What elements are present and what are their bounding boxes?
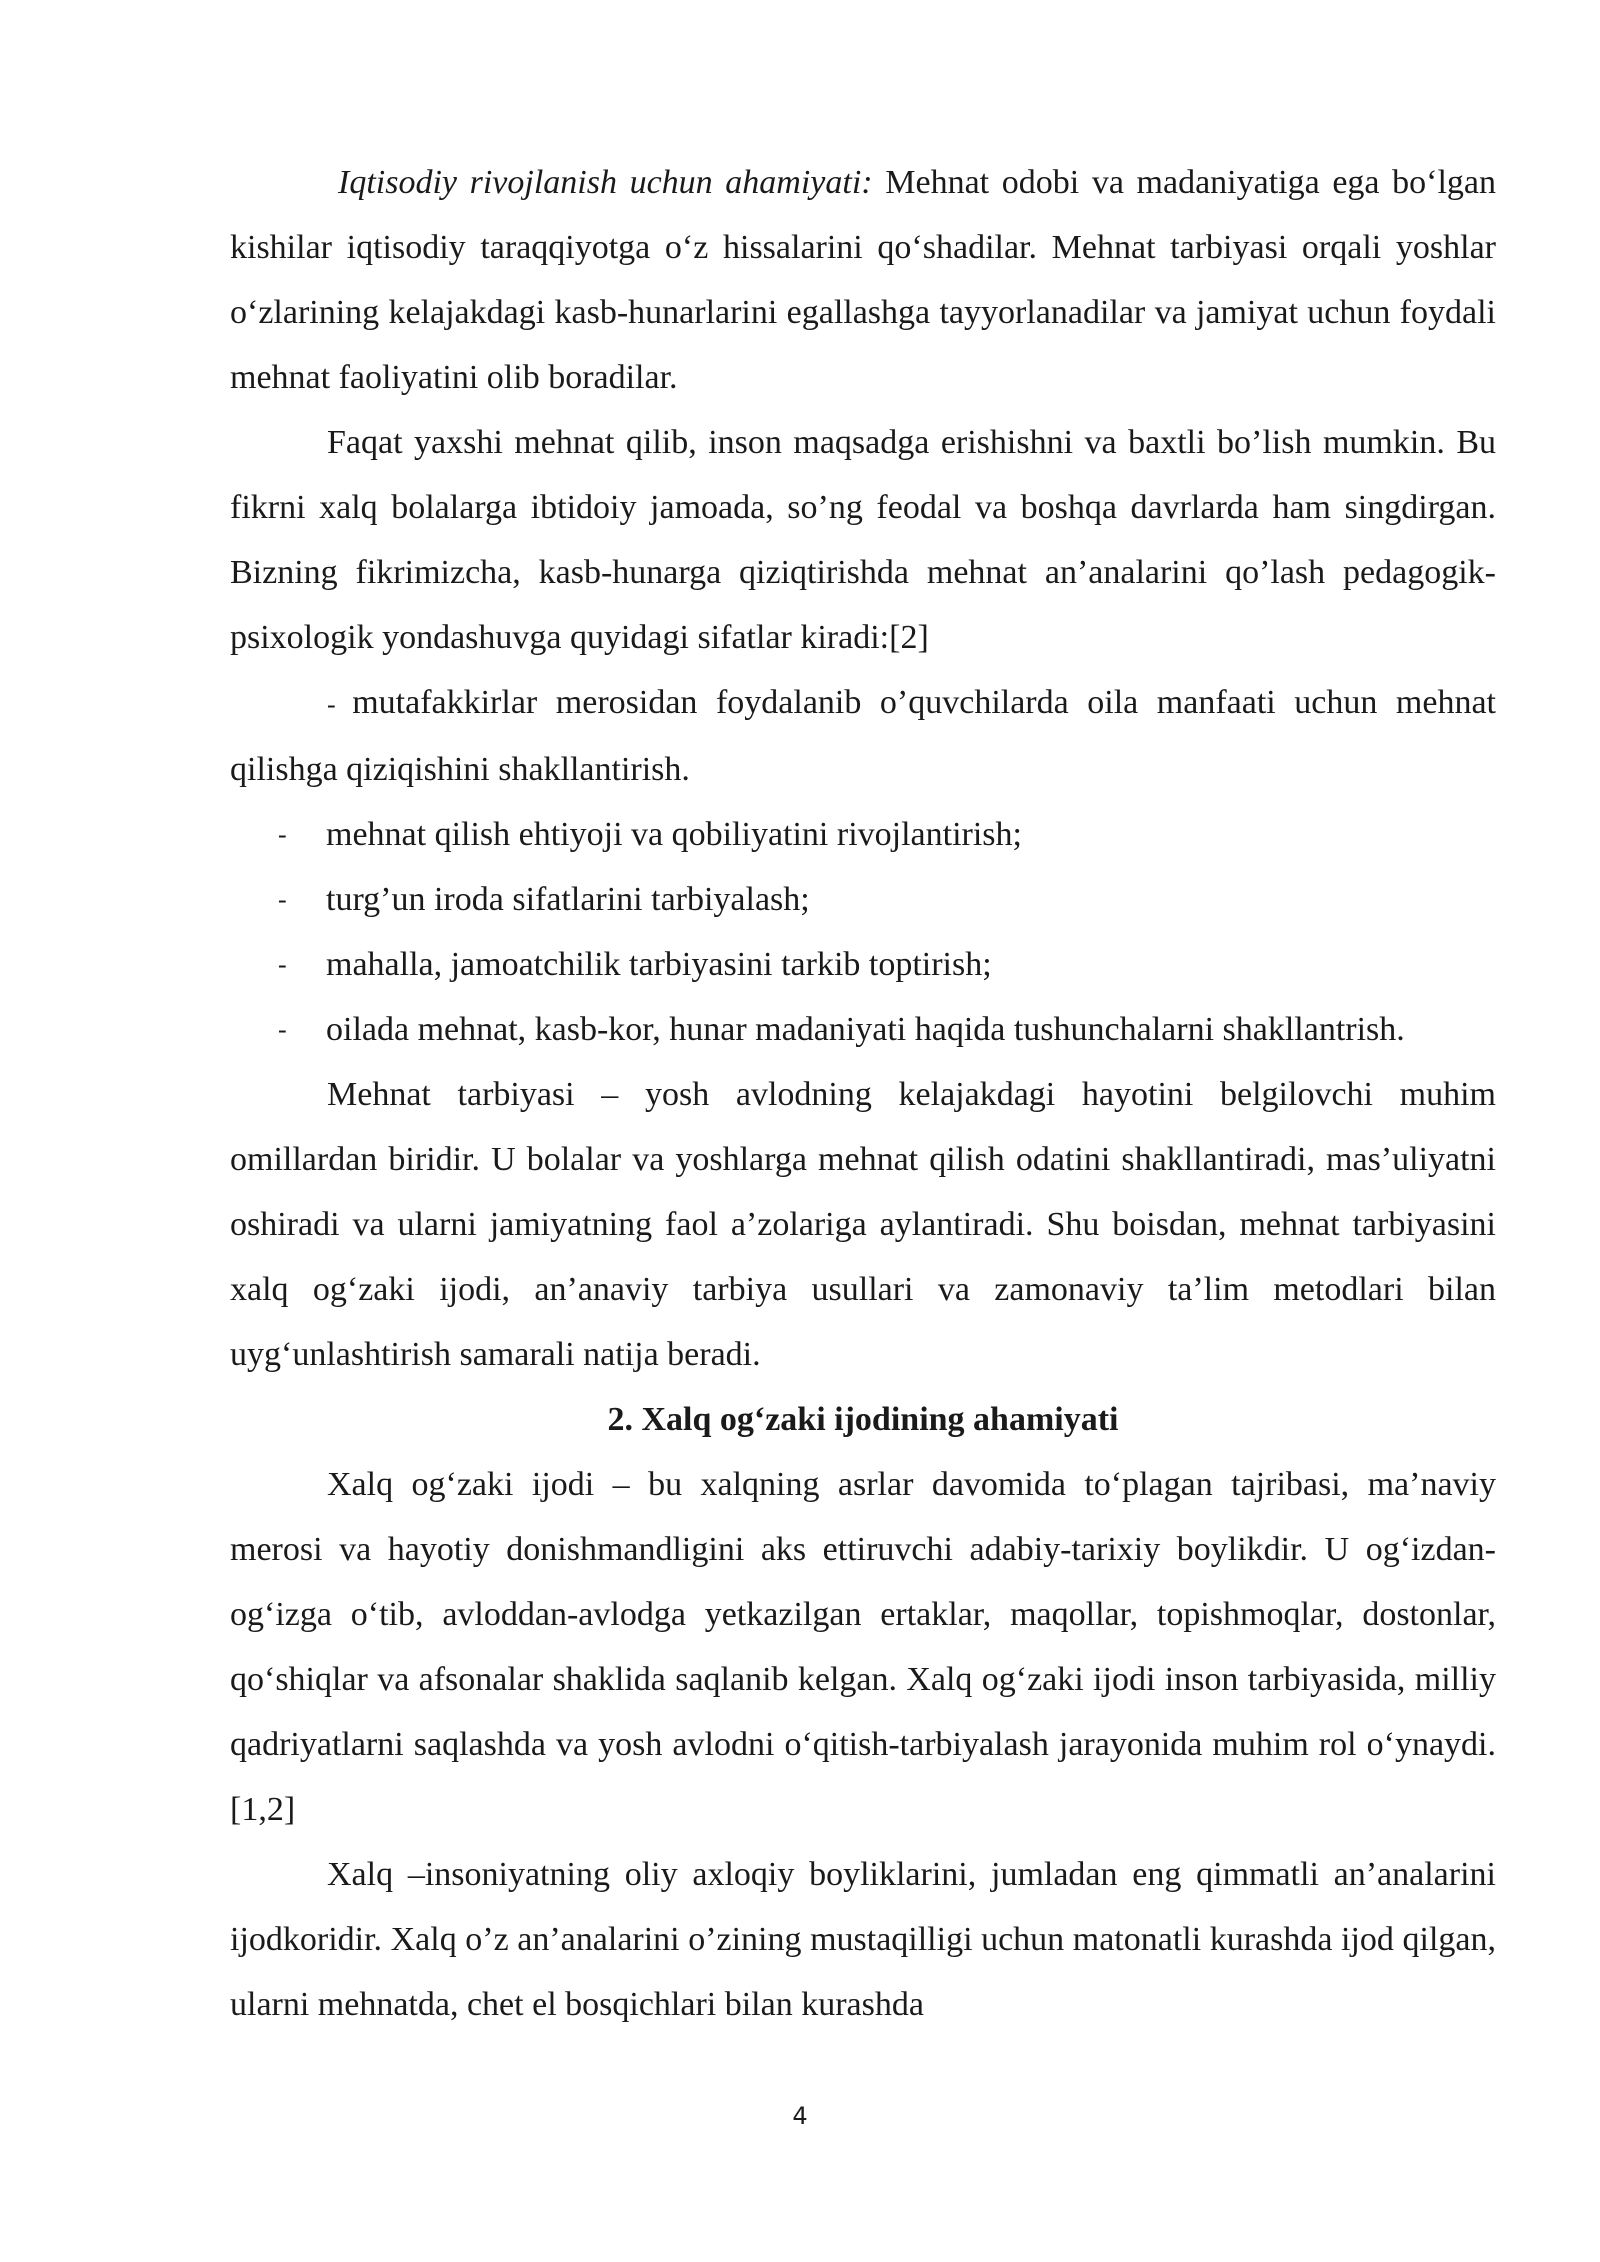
paragraph-thinkers-heritage bbox=[230, 670, 1496, 802]
qualities-list bbox=[230, 802, 1496, 1062]
list-item bbox=[230, 802, 1496, 867]
paragraph-folklore-definition: Xalq og‘zaki ijodi – bu xalqning asrlar davomida to‘plagan tajribasi, ma’naviy merosi va hayotiy donishmandligini aks ettiruvchi adabiy-tarixiy boylikdir. U og‘izdan-og‘izga o‘tib, avloddan-avlodga yetkazilgan ertaklar, maqollar, topishmoqlar, dostonlar, qo‘shiqlar va afsonalar shaklida saqlanib kelgan. Xalq og‘zaki ijodi inson tarbiyasida, milliy qadriyatlarni saqlashda va yosh avlodni o‘qitish-tarbiyalash jarayonida muhim rol o‘ynaydi.[1,2] bbox=[230, 1466, 1496, 1828]
italic-lead-phrase: Iqtisodiy rivojlanish uchun ahamiyati: bbox=[338, 164, 873, 201]
list-item-text: mahalla, jamoatchilik tarbiyasini tarkib toptirish; bbox=[326, 946, 992, 983]
page-number: 4 bbox=[792, 2102, 808, 2130]
paragraph-text: Mehnat odobi va madaniyatiga ega bo‘lgan kishilar iqtisodiy taraqqiyotga o‘z hissalarini qo‘shadilar. Mehnat tarbiyasi orqali yoshlar o‘zlarining kelajakdagi kasb-hunarlarini egallashga tayyorlanadilar va jamiyat uchun foydali mehnat faoliyatini olib boradilar. bbox=[230, 164, 1497, 396]
bullet-marker: - bbox=[278, 885, 287, 914]
document-body bbox=[230, 150, 1496, 2037]
bullet-marker: - bbox=[278, 950, 287, 979]
dash-marker: - bbox=[327, 690, 353, 719]
list-item-text: turg’un iroda sifatlarini tarbiyalash; bbox=[326, 881, 810, 918]
paragraph-text: mutafakkirlar merosidan foydalanib o’quvchilarda oila manfaati uchun mehnat qilishga qiziqishini shakllantirish. bbox=[230, 684, 1496, 788]
paragraph-labor-education: Mehnat tarbiyasi – yosh avlodning kelajakdagi hayotini belgilovchi muhim omillardan biridir. U bolalar va yoshlarga mehnat qilish odatini shakllantiradi, mas’uliyatni oshiradi va ularni jamiyatning faol a’zolariga aylantiradi. Shu boisdan, mehnat tarbiyasini xalq og‘zaki ijodi, an’anaviy tarbiya usullari va zamonaviy ta’lim metodlari bilan uyg‘unlashtirish samarali natija beradi. bbox=[230, 1076, 1496, 1373]
list-item-text: oilada mehnat, kasb-kor, hunar madaniyati haqida tushunchalarni shakllantrish. bbox=[326, 1011, 1405, 1048]
section-heading: 2. Xalq og‘zaki ijodining ahamiyati bbox=[607, 1401, 1119, 1438]
paragraph-economic-importance bbox=[230, 150, 1496, 410]
list-item bbox=[230, 997, 1496, 1062]
paragraph-labor-happiness: Faqat yaxshi mehnat qilib, inson maqsadga erishishni va baxtli bo’lish mumkin. Bu fikrni xalq bolalarga ibtidoiy jamoada, so’ng feodal va boshqa davrlarda ham singdirgan. Bizning fikrimizcha, kasb-hunarga qiziqtirishda mehnat an’analarini qo’lash pedagogik-psixologik yondashuvga quyidagi sifatlar kiradi:[2] bbox=[230, 424, 1496, 656]
list-item-text: mehnat qilish ehtiyoji va qobiliyatini rivojlantirish; bbox=[326, 816, 1022, 853]
bullet-marker: - bbox=[278, 1015, 287, 1044]
list-item bbox=[230, 867, 1496, 932]
list-item bbox=[230, 932, 1496, 997]
paragraph-people-traditions: Xalq –insoniyatning oliy axloqiy boyliklarini, jumladan eng qimmatli an’analarini ijodkoridir. Xalq o’z an’analarini o’zining mustaqilligi uchun matonatli kurashda ijod qilgan, ularni mehnatda, chet el bosqichlari bilan kurashda bbox=[230, 1856, 1496, 2023]
bullet-marker: - bbox=[278, 820, 287, 849]
